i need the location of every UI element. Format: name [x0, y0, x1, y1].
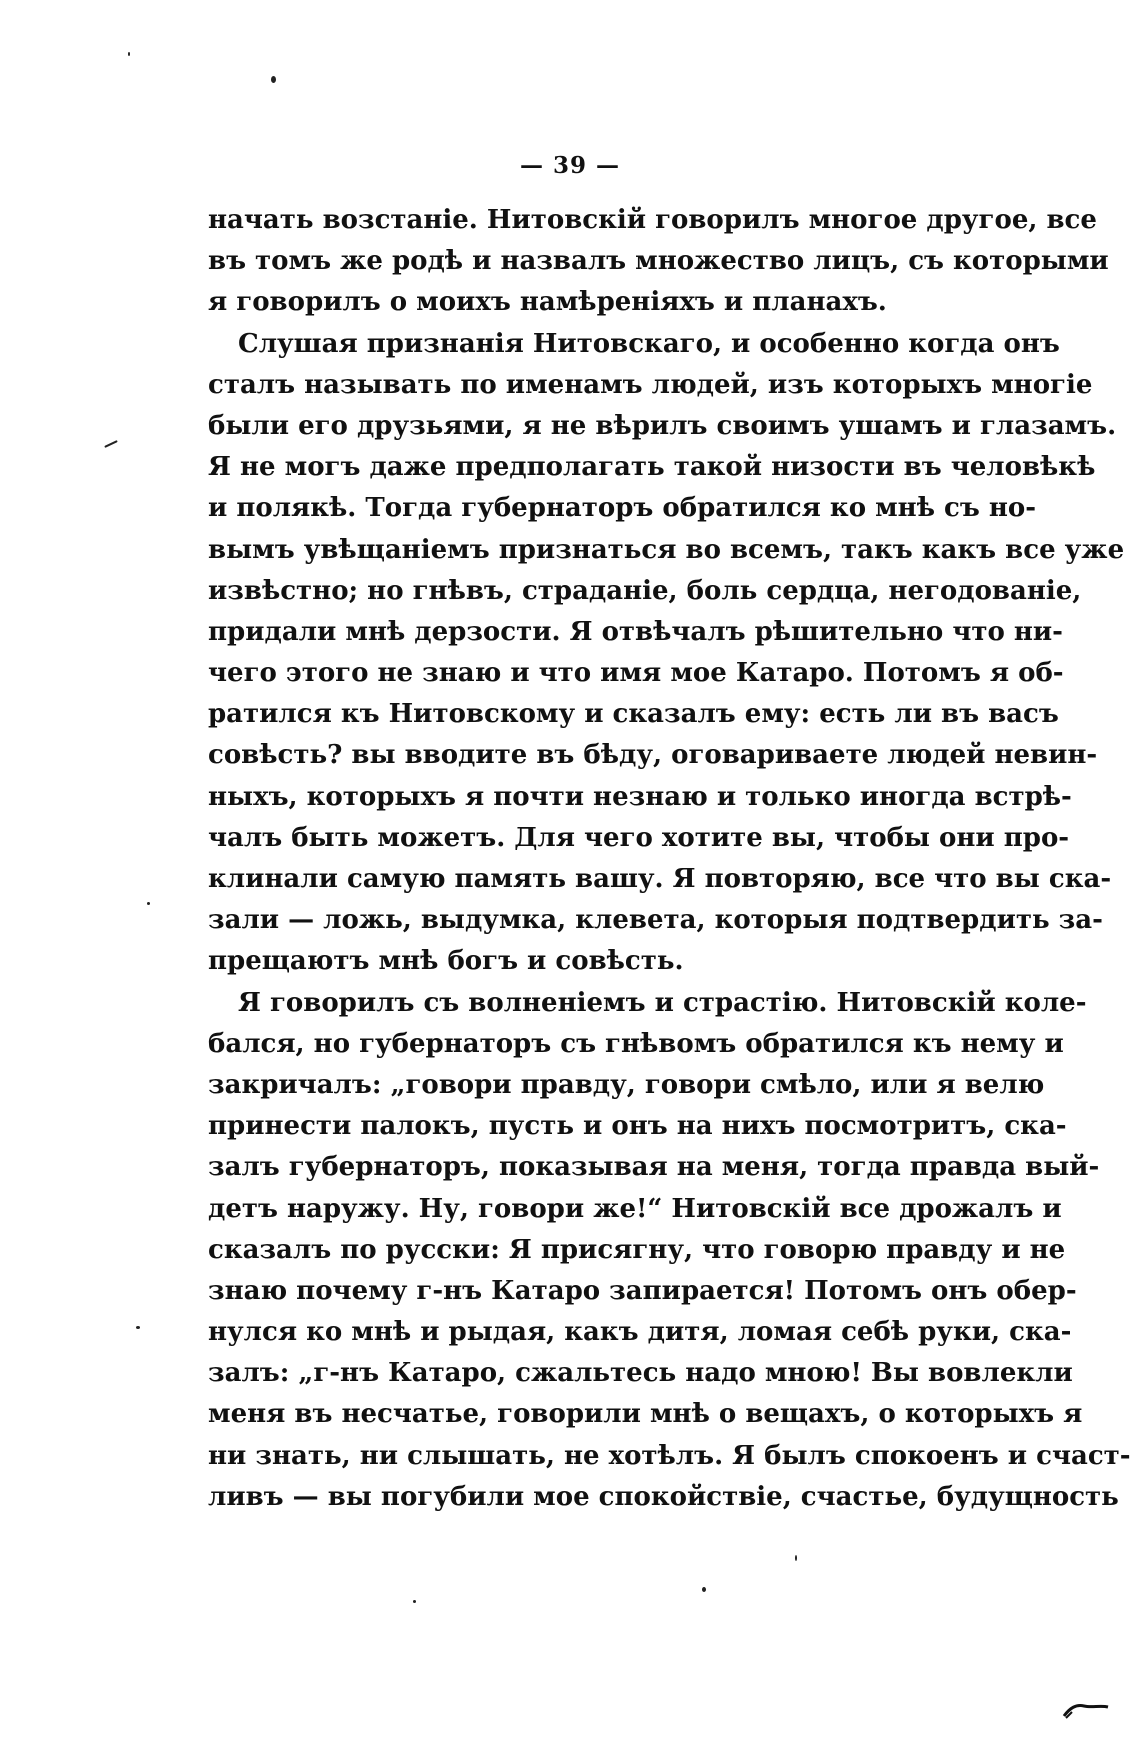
text-line: и полякѣ. Тогда губернаторъ обратился ко мнѣ съ но- — [208, 493, 1037, 524]
text-line: придали мнѣ дерзости. Я отвѣчалъ рѣшительно что ни- — [208, 616, 1063, 647]
text-line: совѣсть? вы вводите въ бѣду, оговариваете людей невин- — [208, 740, 1098, 771]
text-line: бался, но губернаторъ съ гнѣвомъ обратился къ нему и — [208, 1028, 1064, 1059]
text-line: чалъ быть можетъ. Для чего хотите вы, чтобы они про- — [208, 822, 1070, 853]
text-line: вымъ увѣщаніемъ признаться во всемъ, такъ какъ все уже — [208, 534, 1125, 565]
text-line: Слушая признанія Нитовскаго, и особенно когда онъ — [238, 328, 1060, 359]
text-line: были его друзьями, я не вѣрилъ своимъ ушамъ и глазамъ. — [208, 410, 1117, 441]
ink-stroke-mark — [1062, 1700, 1112, 1720]
text-line: залъ губернаторъ, показывая на меня, тогда правда вый- — [208, 1152, 1100, 1183]
ink-speck — [413, 1600, 416, 1603]
text-line: принести палокъ, пусть и онъ на нихъ посмотритъ, ска- — [208, 1111, 1067, 1142]
ink-speck — [271, 76, 276, 83]
text-line: начать возстаніе. Нитовскій говорилъ многое другое, все — [208, 205, 1097, 235]
text-line: я говорилъ о моихъ намѣреніяхъ и планахъ. — [208, 287, 887, 318]
ink-speck — [147, 902, 150, 905]
page-number: — 39 — — [519, 152, 621, 179]
text-line: ливъ — вы погубили мое спокойствіе, счастье, будущность — [208, 1481, 1119, 1512]
text-line: ратился къ Нитовскому и сказалъ ему: есть ли въ васъ — [208, 699, 1059, 730]
text-line: чего этого не знаю и что имя мое Катаро. Потомъ я об- — [208, 658, 1064, 689]
text-line: клинали самую память вашу. Я повторяю, все что вы ска- — [208, 864, 1112, 894]
text-line: ныхъ, которыхъ я почти незнаю и только иногда встрѣ- — [208, 781, 1072, 812]
ink-speck — [795, 1555, 797, 1561]
text-line: прещаютъ мнѣ богъ и совѣсть. — [208, 946, 684, 977]
ink-speck — [702, 1587, 706, 1592]
text-line: Я не могъ даже предполагать такой низости въ человѣкѣ — [208, 452, 1096, 483]
text-line: детъ наружу. Ну, говори же!“ Нитовскій все дрожалъ и — [208, 1193, 1062, 1224]
text-line: залъ: „г-нъ Катаро, сжальтесь надо мною! Вы вовлекли — [208, 1358, 1073, 1389]
ink-speck — [104, 440, 118, 448]
text-line: Я говорилъ съ волненіемъ и страстію. Нитовскій коле- — [238, 987, 1087, 1018]
text-line: извѣстно; но гнѣвъ, страданіе, боль сердца, негодованіе, — [208, 575, 1082, 606]
ink-speck — [128, 52, 130, 56]
text-line: меня въ несчатье, говорили мнѣ о вещахъ, о которыхъ я — [208, 1399, 1083, 1430]
text-line: въ томъ же родѣ и назвалъ множество лицъ, съ которыми — [208, 246, 1109, 277]
text-line: знаю почему г-нъ Катаро запирается! Потомъ онъ обер- — [208, 1275, 1077, 1306]
text-line: зали — ложь, выдумка, клевета, которыя подтвердить за- — [208, 905, 1103, 936]
text-line: закричалъ: „говори правду, говори смѣло, или я велю — [208, 1069, 1045, 1100]
text-line: сталъ называть по именамъ людей, изъ которыхъ многіе — [208, 369, 1093, 400]
body-text — [208, 200, 1131, 1518]
text-line: сказалъ по русски: Я присягну, что говорю правду и не — [208, 1234, 1066, 1265]
ink-speck — [136, 1326, 140, 1329]
text-line: ни знать, ни слышать, не хотѣлъ. Я былъ спокоенъ и счаст- — [208, 1440, 1131, 1471]
text-line: нулся ко мнѣ и рыдая, какъ дитя, ломая себѣ руки, ска- — [208, 1317, 1072, 1348]
